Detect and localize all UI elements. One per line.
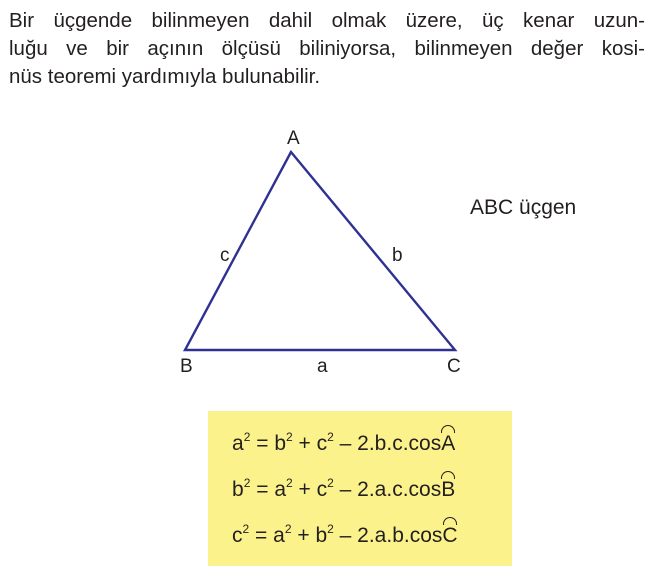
plus-sign: + (291, 524, 316, 547)
formula-term: c (316, 478, 328, 501)
side-label-a: a (317, 356, 328, 377)
vertex-label-b: B (180, 356, 193, 377)
plus-sign: + (292, 432, 317, 455)
formula-a-squared (232, 431, 455, 457)
formula-rest: – 2.a.b.cos (333, 524, 443, 547)
exponent: 2 (286, 430, 293, 444)
exponent: 2 (286, 476, 293, 490)
side-label-c: c (220, 245, 230, 266)
equals-sign: = (250, 478, 275, 501)
formula-rest: – 2.a.c.cos (333, 478, 442, 501)
vertex-label-c: C (447, 356, 461, 377)
angle-b-hat: B (441, 478, 456, 501)
exponent: 2 (243, 476, 251, 490)
formula-lhs: b (232, 478, 244, 501)
formula-term: c (316, 432, 328, 455)
cosine-rule-box (208, 411, 512, 566)
intro-line-3: nüs teoremi yardımıyla bulunabilir. (9, 65, 321, 88)
plus-sign: + (292, 478, 317, 501)
equals-sign: = (250, 432, 275, 455)
formula-c-squared (232, 523, 458, 549)
formula-term: a (274, 478, 286, 501)
equals-sign: = (249, 524, 274, 547)
figure-caption: ABC üçgen (470, 196, 577, 219)
formula-term: b (315, 524, 328, 547)
intro-line-2: luğu ve bir açının ölçüsü biliniyorsa, bilinmeyen değer kosi- (9, 37, 645, 60)
angle-a-hat: A (441, 432, 456, 455)
formula-b-squared (232, 477, 455, 503)
exponent: 2 (327, 476, 334, 490)
formula-lhs: a (232, 432, 244, 455)
exponent: 2 (243, 430, 251, 444)
exponent: 2 (327, 430, 334, 444)
vertex-label-a: A (287, 128, 300, 149)
intro-line-1: Bir üçgende bilinmeyen dahil olmak üzere, üç kenar uzun- (9, 9, 645, 32)
side-label-b: b (392, 245, 403, 266)
angle-c-hat: C (442, 524, 458, 547)
exponent: 2 (327, 522, 334, 536)
formula-term: b (274, 432, 286, 455)
exponent: 2 (242, 522, 250, 536)
formula-rest: – 2.b.c.cos (333, 432, 442, 455)
formula-term: a (273, 524, 285, 547)
formula-lhs: c (232, 524, 243, 547)
exponent: 2 (284, 522, 292, 536)
